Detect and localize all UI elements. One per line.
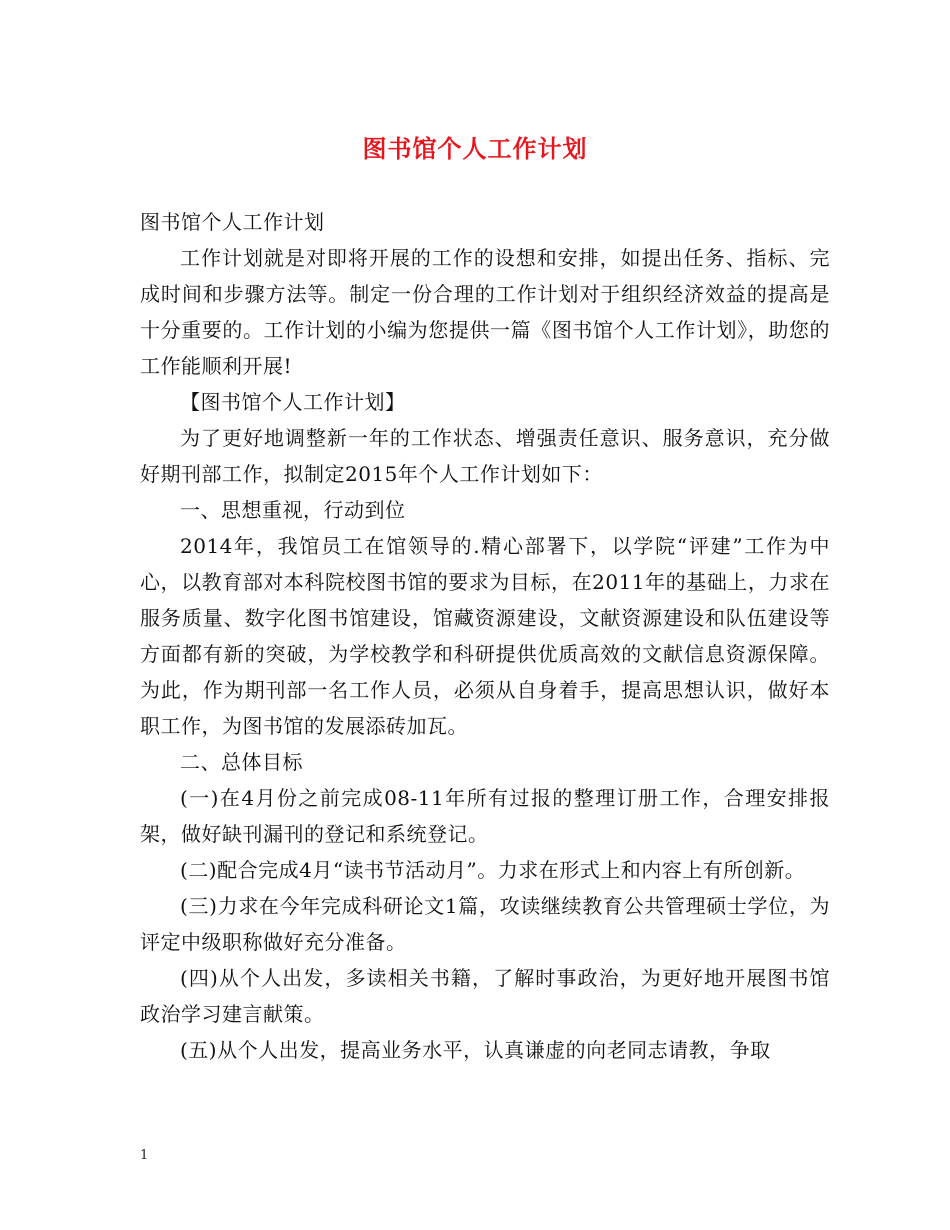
paragraph-subtitle: 图书馆个人工作计划 xyxy=(140,210,325,234)
goal-item-4: (四)从个人出发，多读相关书籍，了解时事政治，为更好地开展图书馆政治学习建言献策。 xyxy=(140,966,830,1026)
page-number: 1 xyxy=(140,1148,149,1163)
document-body xyxy=(140,204,830,1068)
section-heading-1: 一、思想重视，行动到位 xyxy=(180,498,406,522)
paragraph-bracket-heading: 【图书馆个人工作计划】 xyxy=(180,390,406,414)
goal-item-5: (五)从个人出发，提高业务水平，认真谦虚的向老同志请教，争取 xyxy=(180,1038,771,1062)
document-title: 图书馆个人工作计划 xyxy=(362,134,588,163)
paragraph-2014: 2014年，我馆员工在馆领导的.精心部署下，以学院“评建”工作为中心，以教育部对本科院校图书馆的要求为目标，在2011年的基础上，力求在服务质量、数字化图书馆建设，馆藏资源建设，文献资源建设和队伍建设等方面都有新的突破，为学校教学和科研提供优质高效的文献信息资源保障。为此，作为期刊部一名工作人员，必须从自身着手，提高思想认识，做好本职工作，为图书馆的发展添砖加瓦。 xyxy=(140,534,830,738)
paragraph-purpose: 为了更好地调整新一年的工作状态、增强责任意识、服务意识，充分做好期刊部工作，拟制定2015年个人工作计划如下： xyxy=(140,426,830,486)
goal-item-2: (二)配合完成4月“读书节活动月”。力求在形式上和内容上有所创新。 xyxy=(180,858,806,882)
goal-item-1: (一)在4月份之前完成08-11年所有过报的整理订册工作，合理安排报架，做好缺刊漏刊的登记和系统登记。 xyxy=(140,786,830,846)
section-heading-2: 二、总体目标 xyxy=(180,750,303,774)
paragraph-intro: 工作计划就是对即将开展的工作的设想和安排，如提出任务、指标、完成时间和步骤方法等。制定一份合理的工作计划对于组织经济效益的提高是十分重要的。工作计划的小编为您提供一篇《图书馆个人工作计划》，助您的工作能顺利开展! xyxy=(140,246,830,378)
goal-item-3: (三)力求在今年完成科研论文1篇，攻读继续教育公共管理硕士学位，为评定中级职称做好充分准备。 xyxy=(140,894,830,954)
